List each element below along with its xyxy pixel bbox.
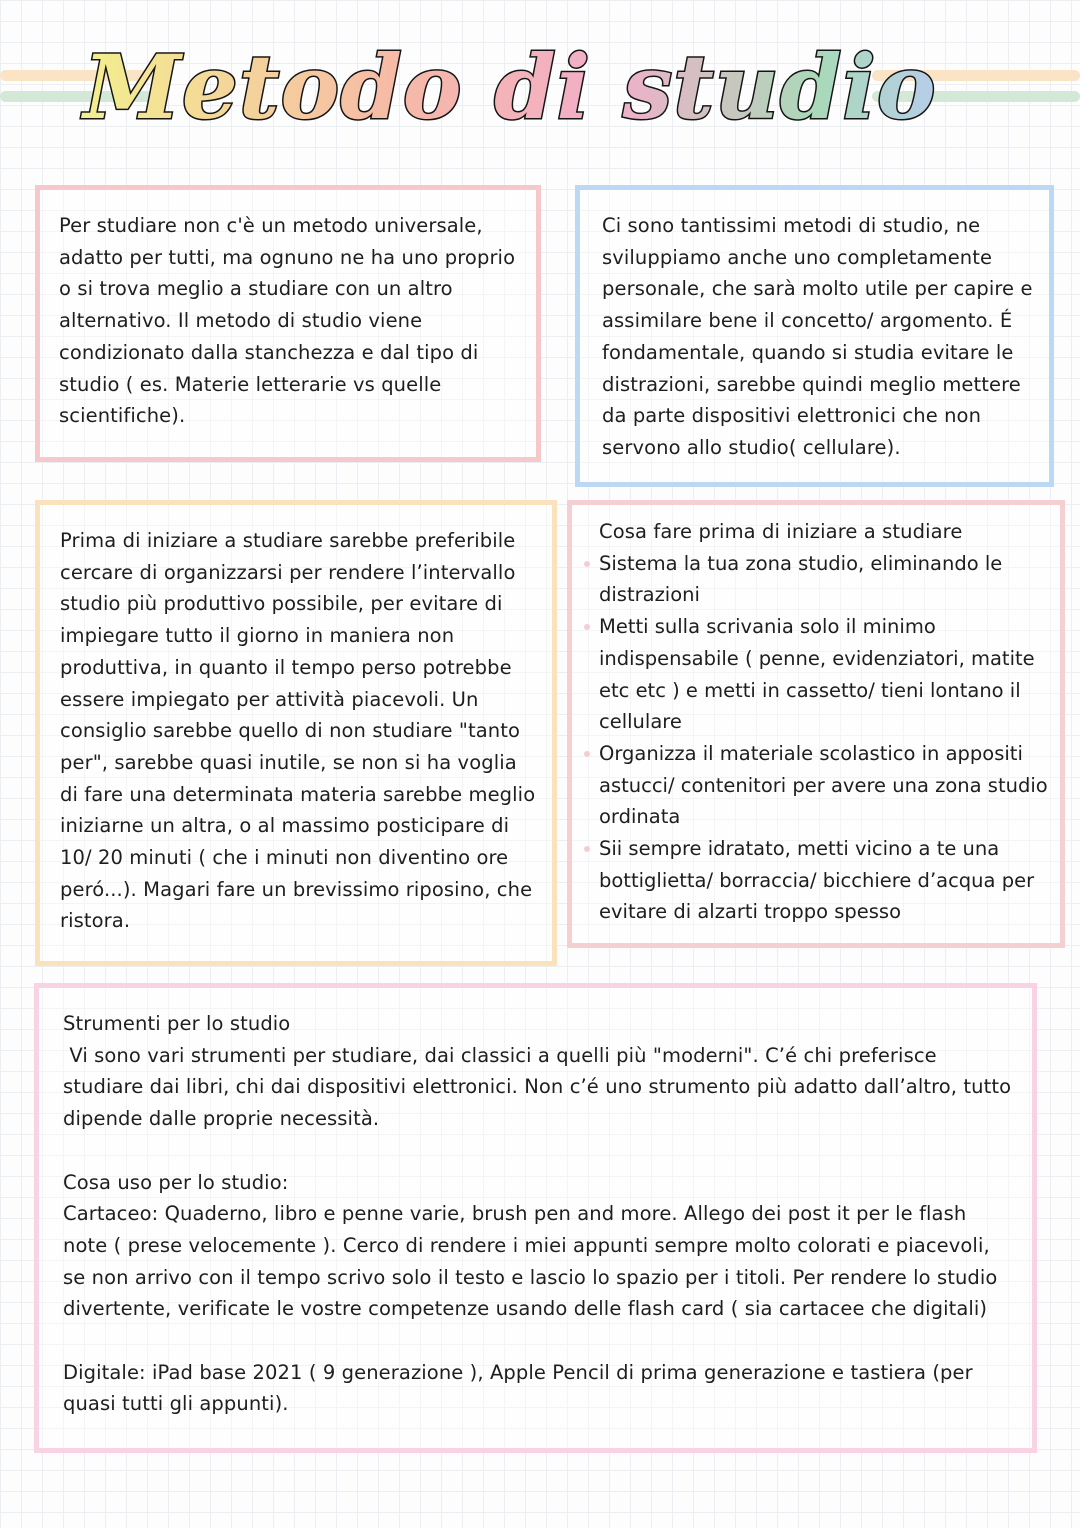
tools-uses-heading: Cosa uso per lo studio: [63,1170,289,1194]
tools-paper-text: Cartaceo: Quaderno, libro e penne varie, brush pen and more. Allego dei post it per le flash note ( prese velocemente ). Cerco di rendere i miei appunti sempre molto colorati e piacevoli, se non arrivo con il tempo scrivo solo il testo e lascio lo spazio per i titoli. Per rendere lo studio divertente, verificate le vostre competenze usando delle flash card ( sia cartacee che digitali) [63,1202,998,1321]
methods-text: Ci sono tantissimi metodi di studio, ne sviluppiamo anche uno completamente personale, che sarà molto utile per capire e assimilare bene il concetto/ argomento. É fondamentale, quando si studia evitare le distrazioni, sarebbe quindi meglio mettere da parte dispositivi elettronici che non servono allo studio( cellulare). [602,214,1033,459]
before-study-heading: Cosa fare prima di iniziare a studiare [599,520,963,543]
intro-text: Per studiare non c'è un metodo universale, adatto per tutti, ma ognuno ne ha uno proprio o si trova meglio a studiare con un altro alternativo. Il metodo di studio viene condizionato dalla stanchezza e dal tipo di studio ( es. Materie letterarie vs quelle scientifiche). [59,214,516,428]
tools-digital-text: Digitale: iPad base 2021 ( 9 generazione ), Apple Pencil di prima generazione e tastiera (per quasi tutti gli appunti). [63,1360,973,1416]
list-item [599,548,1052,611]
page-title-text: Metodo di studio [83,35,937,139]
list-item-text: Organizza il materiale scolastico in appositi astucci/ contenitori per avere una zona studio ordinata [599,741,1048,829]
list-item [599,611,1052,738]
page-title [83,18,937,158]
paragraph-gap [63,1135,1012,1167]
tools-note-box [34,983,1037,1453]
intro-note-box [35,185,541,462]
methods-note-box [575,185,1054,487]
organize-text: Prima di iniziare a studiare sarebbe preferibile cercare di organizzarsi per rendere l’intervallo studio più produttivo possibile, per evitare di impiegare tutto il giorno in maniera non produttiva, in quanto il tempo perso potrebbe essere impiegato per attività piacevoli. Un consiglio sarebbe quello di non studiare "tanto per", sarebbe quasi inutile, se non si ha voglia di fare una determinata materia sarebbe meglio iniziarne un altra, o al massimo posticipare di 10/ 20 minuti ( che i minuti non diventino ore peró...). Magari fare un brevissimo riposino, che ristora. [60,529,536,933]
before-study-box [567,500,1065,948]
list-item [599,833,1052,928]
bullet-dot-icon [584,624,590,630]
organize-note-box [35,500,557,966]
list-item [599,738,1052,833]
tools-intro-text: Vi sono vari strumenti per studiare, dai classici a quelli più "moderni". C’é chi preferisce studiare dai libri, chi dai dispositivi elettronici. Non c’é uno strumento più adatto dall’altro, tutto dipende dalle proprie necessità. [63,1043,1018,1131]
tools-heading: Strumenti per lo studio [63,1012,291,1035]
before-study-list [599,548,1052,928]
list-item-text: Sistema la tua zona studio, eliminando le distrazioni [599,551,1003,607]
bullet-dot-icon [584,846,590,852]
paragraph-gap [63,1325,1012,1357]
bullet-dot-icon [584,561,590,567]
list-item-text: Metti sulla scrivania solo il minimo indispensabile ( penne, evidenziatori, matite etc etc ) e metti in cassetto/ tieni lontano il cellulare [599,615,1035,734]
list-item-text: Sii sempre idratato, metti vicino a te una bottiglietta/ borraccia/ bicchiere d’acqua per evitare di alzarti troppo spesso [599,837,1035,924]
bullet-dot-icon [584,751,590,757]
